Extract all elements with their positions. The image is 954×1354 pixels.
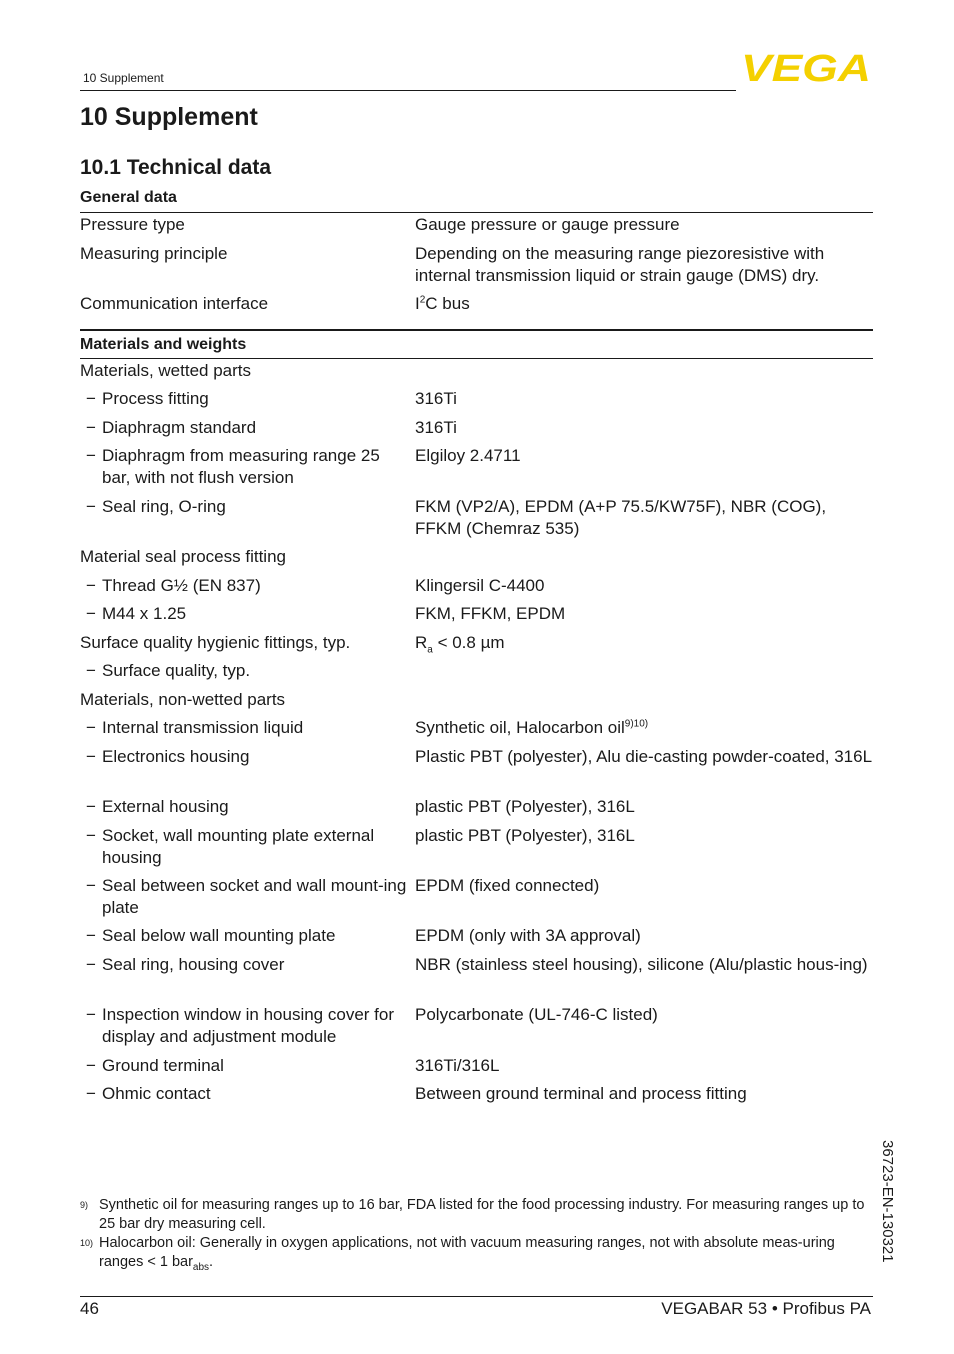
bullet-dash: −	[86, 955, 96, 974]
bullet-dash: −	[86, 576, 96, 595]
header-rule	[80, 90, 736, 91]
row-value: 316Ti	[415, 389, 457, 408]
row-value: Klingersil C-4400	[415, 576, 545, 595]
row-value: Elgiloy 2.4711	[415, 446, 521, 465]
bullet-dash: −	[86, 718, 96, 737]
row-label: Electronics housing	[102, 747, 250, 766]
row-value: 316Ti/316L	[415, 1056, 500, 1075]
vega-logo-text: VEGA	[741, 52, 871, 84]
row-value: FKM (VP2/A), EPDM (A+P 75.5/KW75F), NBR (COG), FFKM (Chemraz 535)	[415, 497, 827, 538]
row-value: FKM, FFKM, EPDM	[415, 604, 566, 623]
row-label: Internal transmission liquid	[102, 718, 304, 737]
row-label: Seal ring, O-ring	[102, 497, 226, 516]
footnote-text	[99, 1234, 869, 1272]
row-value	[415, 293, 875, 315]
bullet-dash: −	[86, 1084, 96, 1103]
materials-heading: Materials and weights	[80, 336, 247, 353]
row-label: Ground terminal	[102, 1056, 224, 1075]
materials-heading-rule	[80, 358, 873, 359]
value-text: I	[415, 294, 420, 313]
bullet-dash: −	[86, 1056, 96, 1075]
row-label: Pressure type	[80, 215, 185, 234]
value-text: Synthetic oil, Halocarbon oil	[415, 718, 625, 737]
row-label: Seal ring, housing cover	[102, 955, 285, 974]
product-name: VEGABAR 53 • Profibus PA	[661, 1299, 871, 1318]
vega-logo	[740, 52, 873, 84]
row-value: Plastic PBT (polyester), Alu die-casting powder-coated, 316L	[415, 747, 873, 766]
row-label: Materials, wetted parts	[80, 361, 252, 380]
row-label: Process fitting	[102, 389, 209, 408]
footnote-number: 9)	[80, 1200, 89, 1210]
row-label: Socket, wall mounting plate external housing	[102, 826, 375, 867]
row-value: Depending on the measuring range piezoresistive with internal transmission liquid or strain gauge (DMS) dry.	[415, 244, 825, 285]
document-id: 36723-EN-130321	[879, 1140, 896, 1263]
bullet-dash: −	[86, 497, 96, 516]
value-superscript: 9)10)	[624, 718, 649, 730]
footer-rule	[80, 1296, 873, 1297]
row-value: 316Ti	[415, 418, 457, 437]
page-number: 46	[80, 1299, 99, 1318]
value-subscript: a	[427, 644, 433, 656]
bullet-dash: −	[86, 1005, 96, 1024]
row-label: Diaphragm standard	[102, 418, 257, 437]
row-value	[415, 632, 875, 654]
page-title: 10 Supplement	[80, 103, 258, 131]
section-title-technical-data: 10.1 Technical data	[80, 156, 272, 179]
general-data-rule	[80, 212, 873, 213]
row-label: Diaphragm from measuring range 25 bar, with not flush version	[102, 446, 380, 487]
bullet-dash: −	[86, 826, 96, 845]
row-label: Communication interface	[80, 294, 269, 313]
row-label: Ohmic contact	[102, 1084, 211, 1103]
row-label: Thread G½ (EN 837)	[102, 576, 261, 595]
value-superscript: 2	[419, 294, 426, 306]
row-label: External housing	[102, 797, 229, 816]
header-section-label: 10 Supplement	[83, 71, 164, 85]
row-label: Seal below wall mounting plate	[102, 926, 336, 945]
footnote-text: Synthetic oil for measuring ranges up to 16 bar, FDA listed for the food processing industry. For measuring ranges up to 25 bar dry measuring cell.	[99, 1197, 865, 1232]
bullet-dash: −	[86, 926, 96, 945]
row-value: EPDM (fixed connected)	[415, 876, 600, 895]
bullet-dash: −	[86, 418, 96, 437]
row-label: Materials, non-wetted parts	[80, 690, 286, 709]
value-text-suffix: < 0.8 µm	[432, 633, 505, 652]
bullet-dash: −	[86, 604, 96, 623]
general-data-heading: General data	[80, 189, 177, 206]
row-value: plastic PBT (Polyester), 316L	[415, 797, 635, 816]
value-text: R	[415, 633, 428, 652]
row-value: Gauge pressure or gauge pressure	[415, 215, 680, 234]
row-value: Polycarbonate (UL-746-C listed)	[415, 1005, 658, 1024]
row-value	[415, 717, 875, 739]
bullet-dash: −	[86, 446, 96, 465]
row-label: Material seal process fitting	[80, 547, 286, 566]
bullet-dash: −	[86, 876, 96, 895]
value-text-suffix: C bus	[425, 294, 470, 313]
footnote-subscript: abs	[192, 1261, 210, 1273]
materials-top-rule	[80, 329, 873, 331]
row-label: Seal between socket and wall mount-ing plate	[102, 876, 407, 917]
row-value: EPDM (only with 3A approval)	[415, 926, 641, 945]
row-label: Measuring principle	[80, 244, 228, 263]
row-label: Surface quality hygienic fittings, typ.	[80, 633, 351, 652]
row-value: NBR (stainless steel housing), silicone (Alu/plastic hous-ing)	[415, 955, 868, 974]
bullet-dash: −	[86, 747, 96, 766]
bullet-dash: −	[86, 797, 96, 816]
bullet-dash: −	[86, 661, 96, 680]
row-value: Between ground terminal and process fitting	[415, 1084, 747, 1103]
footnote-text-main: Halocarbon oil: Generally in oxygen applications, not with vacuum measuring ranges, not with absolute meas-uring ranges < 1 bar	[99, 1235, 835, 1270]
row-label: M44 x 1.25	[102, 604, 187, 623]
footnote-number: 10)	[80, 1238, 94, 1248]
footnote-text-end: .	[209, 1254, 214, 1270]
row-value: plastic PBT (Polyester), 316L	[415, 826, 635, 845]
bullet-dash: −	[86, 389, 96, 408]
row-label: Inspection window in housing cover for display and adjustment module	[102, 1005, 394, 1046]
row-label: Surface quality, typ.	[102, 661, 251, 680]
